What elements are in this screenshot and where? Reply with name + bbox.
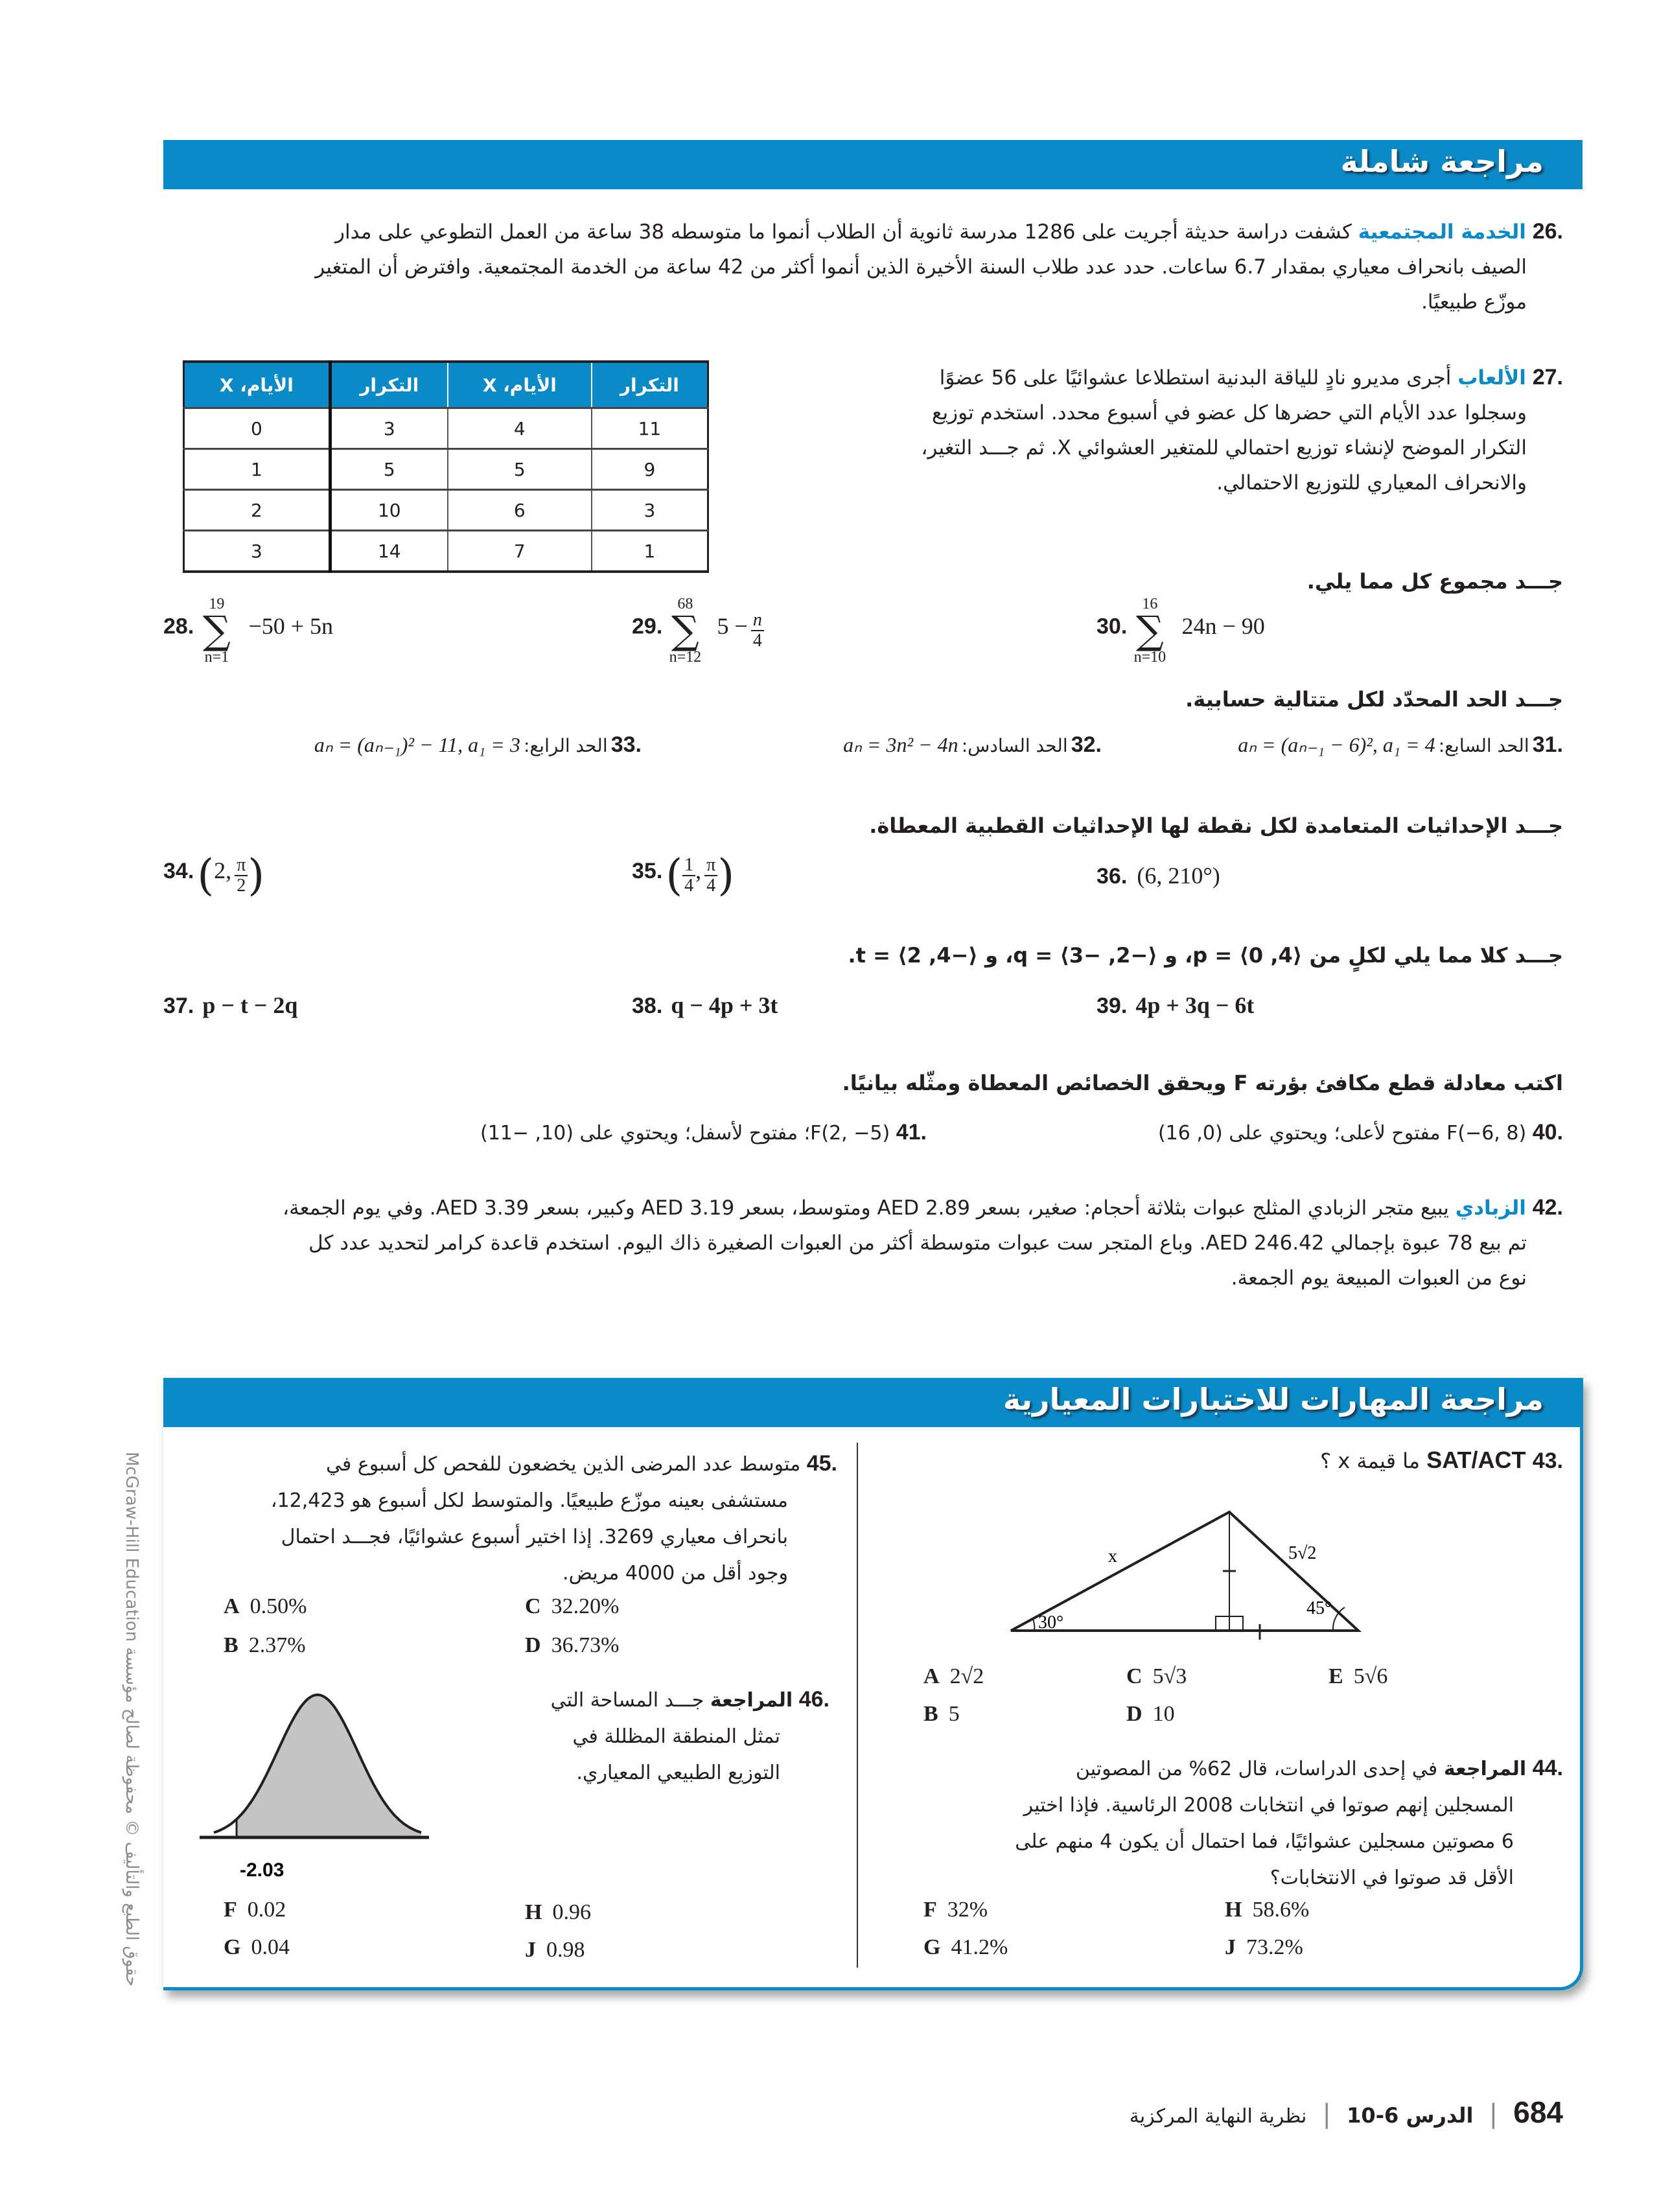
- sum-expression: 24n − 90: [1181, 612, 1265, 639]
- copyright-text: حقوق الطبع والتأليف © محفوظة لصالح مؤسسة McGraw-Hill Education: [122, 1452, 141, 1987]
- choice-value: 0.50%: [249, 1594, 307, 1618]
- table-cell: 10: [330, 490, 448, 531]
- exercise-number: .41: [896, 1120, 927, 1145]
- table-cell: 0: [184, 408, 331, 449]
- answer-choice-h[interactable]: [525, 1900, 591, 1925]
- table-header-row: [184, 362, 708, 408]
- choice-letter: B: [923, 1702, 938, 1726]
- choice-value: 73.2%: [1246, 1935, 1303, 1959]
- answer-choice-d[interactable]: [1126, 1702, 1175, 1727]
- sum-lower-limit: n=10: [1133, 649, 1166, 666]
- instruction-heading: جـــد الإحداثيات المتعامدة لكل نقطة لها الإحداثيات القطبية المعطاة.: [869, 813, 1563, 838]
- exercise-33: [314, 732, 642, 758]
- frequency-table: [183, 360, 709, 573]
- answer-choice-a[interactable]: [923, 1664, 984, 1689]
- table-header: الأيام، X: [184, 362, 331, 408]
- question-text-line: تم بيع 78 عبوة بإجمالي AED 246.42. وباع المتجر ست عبوات متوسطة أكثر من العبوات الصغيرة ذاك اليوم. استخدم قاعدة كرامر لتحديد عدد كل: [308, 1231, 1527, 1255]
- numerator: n: [751, 611, 764, 631]
- table-cell: 6: [448, 490, 592, 531]
- sum-expression: 5 −: [717, 612, 748, 639]
- question-text-line: موزّع طبيعيًا.: [1421, 290, 1527, 314]
- sum-upper-limit: 19: [209, 596, 225, 612]
- recurrence-expression: aₙ = (aₙ₋₁)² − 11, a₁ = 3: [314, 733, 520, 756]
- term-label: الحد الرابع:: [523, 735, 608, 756]
- polar-coordinate: (6, 210°): [1137, 863, 1220, 889]
- denominator: 4: [752, 631, 762, 651]
- answer-choice-d[interactable]: [525, 1633, 619, 1658]
- exercise-31: [1238, 732, 1563, 758]
- numerator: 1: [682, 856, 695, 876]
- side-label-right: 5√2: [1288, 1543, 1317, 1563]
- comma: ,: [695, 857, 702, 883]
- parabola-properties: F(2, −5)؛ مفتوح لأسفل؛ ويحتوي على (10, −11): [480, 1122, 890, 1145]
- right-angle-marker: [1229, 1616, 1243, 1631]
- numerator: π: [235, 856, 248, 876]
- answer-choice-j[interactable]: [525, 1938, 585, 1962]
- table-cell: 3: [330, 408, 448, 449]
- question-text-line: في إحدى الدراسات، قال 62% من المصوتين: [1075, 1758, 1438, 1780]
- question-text-line: وسجلوا عدد الأيام التي حضرها كل عضو في أسبوع محدد. استخدم توزيع: [931, 401, 1527, 425]
- question-number: .26: [1532, 219, 1563, 244]
- sum-expression: −50 + 5n: [248, 612, 334, 639]
- choice-value: 32%: [947, 1898, 988, 1922]
- answer-choice-e[interactable]: [1328, 1664, 1387, 1689]
- z-score-label: -2.03: [240, 1859, 284, 1881]
- question-44: [967, 1750, 1563, 1896]
- table-cell: 1: [184, 449, 331, 490]
- numerator: π: [704, 856, 717, 876]
- sum-upper-limit: 68: [677, 596, 693, 612]
- angle-label-left: 30°: [1038, 1612, 1064, 1633]
- exercise-39: [1096, 992, 1254, 1019]
- choice-letter: B: [224, 1633, 238, 1657]
- choice-letter: J: [1225, 1935, 1236, 1959]
- fraction: [751, 611, 764, 651]
- exercise-32: [843, 732, 1102, 758]
- summation-symbol: 68 ∑ n=12: [666, 596, 704, 665]
- instruction-heading: اكتب معادلة قطع مكافئ بؤرته F ويحقق الخصائص المعطاة ومثّله بيانيًا.: [842, 1071, 1563, 1095]
- parabola-properties: F(−6, 8) مفتوح لأعلى؛ ويحتوي على (0, 16): [1157, 1122, 1527, 1145]
- exercise-40: [1158, 1120, 1563, 1145]
- table-cell: 1: [592, 531, 708, 572]
- question-text-line: المسجلين إنهم صوتوا في انتخابات 2008 الرئاسية. فإذا اختير: [1023, 1794, 1514, 1817]
- choice-value: 5: [948, 1702, 960, 1726]
- answer-choice-c[interactable]: [1126, 1664, 1187, 1689]
- question-number: .46: [798, 1687, 830, 1712]
- summation-symbol: 19 ∑ n=1: [197, 596, 236, 665]
- question-43: [1320, 1447, 1563, 1474]
- term-label: الحد السابع:: [1438, 735, 1529, 756]
- exercise-41: [480, 1120, 927, 1145]
- summation-symbol: 16 ∑ n=10: [1130, 596, 1169, 665]
- question-text: ما قيمة x ؟: [1320, 1449, 1421, 1473]
- question-number: .45: [806, 1451, 837, 1476]
- question-text-line: التكرار الموضح لإنشاء توزيع احتمالي للمتغير العشوائي X. ثم جـــد التغير،: [921, 436, 1527, 460]
- polar-radius: 2,: [214, 857, 232, 883]
- choice-value: 5√3: [1152, 1664, 1187, 1688]
- answer-choice-f[interactable]: [224, 1898, 286, 1922]
- fraction: [235, 856, 248, 896]
- question-keyword: الزبادي: [1455, 1196, 1526, 1220]
- answer-choice-j[interactable]: [1225, 1935, 1303, 1960]
- exercise-28: [163, 596, 333, 665]
- table-cell: 5: [448, 449, 592, 490]
- table-header: التكرار: [330, 362, 448, 408]
- exercise-34: 34. (2, $\frac{\pi}{2}$ ): [163, 850, 265, 900]
- answer-choice-g[interactable]: [923, 1935, 1008, 1960]
- page-number: 684: [1513, 2095, 1563, 2129]
- exercise-29: [632, 596, 764, 665]
- fraction: [704, 856, 717, 896]
- normal-curve-diagram: [194, 1679, 441, 1892]
- choice-letter: F: [224, 1898, 237, 1922]
- right-angle-marker: [1216, 1616, 1229, 1631]
- question-text-line: مستشفى بعينه موزّع طبيعيًا. والمتوسط لكل أسبوع هو 12,423،: [270, 1489, 788, 1512]
- choice-value: 0.02: [247, 1898, 286, 1922]
- choice-letter: H: [1225, 1898, 1242, 1922]
- choice-letter: H: [525, 1900, 542, 1924]
- question-text-line: أجرى مديرو نادٍ للياقة البدنية استطلاعا عشوائيًا على 56 عضوًا: [939, 366, 1452, 390]
- sum-lower-limit: n=12: [669, 649, 702, 666]
- exercise-number: 37.: [163, 994, 194, 1018]
- question-number: .27: [1532, 365, 1563, 390]
- recurrence-expression: aₙ = (aₙ₋₁ − 6)², a₁ = 4: [1238, 733, 1435, 756]
- table-row: [184, 531, 708, 572]
- angle-arc: [1333, 1607, 1345, 1631]
- table-cell: 3: [184, 531, 331, 572]
- question-number: .44: [1532, 1756, 1563, 1780]
- question-tag: SAT/ACT: [1426, 1447, 1526, 1473]
- question-keyword: المراجعة: [1443, 1758, 1527, 1780]
- exercise-38: [632, 992, 778, 1019]
- answer-choice-c[interactable]: [525, 1594, 619, 1619]
- denominator: 2: [237, 875, 246, 896]
- exercise-number: 34.: [163, 859, 194, 883]
- exercise-number: .32: [1071, 732, 1102, 757]
- triangle-diagram: [992, 1484, 1380, 1640]
- question-keyword: الألعاب: [1457, 366, 1526, 390]
- choice-value: 0.96: [552, 1900, 591, 1924]
- denominator: 4: [684, 875, 694, 896]
- answer-choice-a[interactable]: [224, 1594, 307, 1619]
- question-text-line: وجود أقل من 4000 مريض.: [563, 1562, 788, 1585]
- choice-letter: C: [1126, 1664, 1143, 1688]
- angle-label-right: 45°: [1306, 1598, 1332, 1618]
- question-46: [493, 1681, 830, 1791]
- choice-letter: E: [1328, 1664, 1343, 1688]
- answer-choice-g[interactable]: [224, 1935, 290, 1960]
- choice-letter: D: [525, 1633, 541, 1657]
- section-banner-review: [163, 140, 1583, 189]
- choice-letter: D: [1126, 1702, 1143, 1726]
- choice-letter: A: [224, 1594, 240, 1618]
- question-text-line: التوزيع الطبيعي المعياري.: [576, 1762, 780, 1784]
- choice-value: 0.04: [251, 1935, 290, 1959]
- sum-upper-limit: 16: [1142, 596, 1158, 612]
- question-text-line: بانحراف معياري 3269. إذا اختير أسبوع عشوائيًا، فجـــد احتمال: [281, 1526, 788, 1548]
- choice-letter: G: [224, 1935, 241, 1959]
- question-26: [150, 214, 1563, 320]
- exercise-number: 29.: [632, 614, 663, 639]
- choice-value: 5√6: [1353, 1664, 1388, 1688]
- question-text-line: نوع من العبوات المبيعة يوم الجمعة.: [1231, 1266, 1527, 1290]
- denominator: 4: [706, 875, 716, 896]
- exercise-number: .40: [1532, 1120, 1563, 1145]
- section-title: مراجعة المهارات للاختبارات المعيارية: [1003, 1382, 1544, 1417]
- fraction: [682, 856, 695, 896]
- question-text-line: كشفت دراسة حديثة أجريت على 1286 مدرسة ثانوية أن الطلاب أنموا ما متوسطه 38 ساعة من العمل التطوعي على مدار: [335, 220, 1352, 244]
- exercise-35: 35. ( $\frac{1}{4}$ , $\frac{\pi}{4}$ ): [632, 850, 735, 900]
- table-cell: 3: [592, 490, 708, 531]
- table-cell: 14: [330, 531, 448, 572]
- choice-value: 0.98: [546, 1938, 585, 1962]
- table-cell: 11: [592, 408, 708, 449]
- question-27: [811, 360, 1563, 500]
- question-keyword: الخدمة المجتمعية: [1358, 220, 1526, 244]
- choice-value: 2.37%: [248, 1633, 306, 1657]
- exercise-30: [1096, 596, 1265, 665]
- exercise-number: 28.: [163, 614, 194, 639]
- vector-expression: 4p + 3q − 6t: [1135, 992, 1255, 1018]
- table-cell: 5: [330, 449, 448, 490]
- vector-expression: p − t − 2q: [202, 992, 298, 1018]
- exercise-number: 30.: [1096, 614, 1128, 639]
- instruction-heading: جـــد مجموع كل مما يلي.: [1306, 569, 1563, 594]
- vector-expression: q − 4p + 3t: [671, 992, 778, 1018]
- question-42: [137, 1190, 1563, 1296]
- table-row: [184, 490, 708, 531]
- answer-choice-b[interactable]: [923, 1702, 960, 1727]
- section-banner-test: [163, 1378, 1583, 1427]
- table-cell: 7: [448, 531, 592, 572]
- footer-separator: |: [1489, 2099, 1498, 2129]
- choice-value: 58.6%: [1252, 1898, 1310, 1922]
- choice-letter: F: [923, 1898, 937, 1922]
- instruction-heading: جـــد كلا مما يلي لكلٍ من ⟨4, 0⟩ = p، و ⟨−2, −3⟩ = q، و ⟨−4, 2⟩ = t.: [848, 943, 1563, 968]
- choice-value: 41.2%: [951, 1935, 1008, 1959]
- copyright-credit: [118, 1452, 141, 2100]
- exercise-37: [163, 992, 297, 1019]
- table-row: [184, 449, 708, 490]
- answer-choice-f[interactable]: [923, 1898, 988, 1922]
- question-text-line: الصيف بانحراف معياري بمقدار 6.7 ساعات. حدد عدد طلاب السنة الأخيرة الذين أنموا أكثر من 42 ساعة من الخدمة المجتمعية. وافترض أن المتغير: [315, 255, 1527, 279]
- choice-value: 2√2: [949, 1664, 984, 1688]
- question-text-line: تمثل المنطقة المظللة في: [572, 1725, 780, 1748]
- table-header: الأيام، X: [448, 362, 592, 408]
- question-keyword: المراجعة: [710, 1689, 793, 1712]
- footer-separator: |: [1322, 2099, 1331, 2129]
- choice-value: 36.73%: [551, 1633, 620, 1657]
- answer-choice-b[interactable]: [224, 1633, 306, 1658]
- choice-value: 10: [1152, 1702, 1175, 1726]
- question-number: .42: [1532, 1195, 1563, 1220]
- exercise-number: .33: [610, 732, 642, 757]
- answer-choice-h[interactable]: [1225, 1898, 1309, 1922]
- exercise-number: 39.: [1096, 994, 1128, 1018]
- section-title: مراجعة شاملة: [1340, 144, 1544, 179]
- question-text-line: الأقل قد صوتوا في الانتخابات؟: [1270, 1867, 1514, 1889]
- question-text-line: يبيع متجر الزبادي المثلج عبوات بثلاثة أحجام: صغير، بسعر AED 2.89 ومتوسط، بسعر AED 3.19 وكبير، بسعر AED 3.39. وفي يوم الجمعة،: [283, 1196, 1449, 1220]
- choice-value: 32.20%: [551, 1594, 620, 1618]
- exercise-number: .31: [1532, 732, 1563, 757]
- exercise-number: 38.: [632, 994, 663, 1018]
- table-header: التكرار: [592, 362, 708, 408]
- question-text-line: متوسط عدد المرضى الذين يخضعون للفحص كل أسبوع في: [326, 1453, 801, 1476]
- angle-arc: [1032, 1618, 1034, 1631]
- choice-letter: G: [923, 1935, 941, 1959]
- question-number: .43: [1532, 1449, 1563, 1473]
- table-cell: 9: [592, 449, 708, 490]
- question-45: [215, 1445, 837, 1592]
- choice-letter: A: [923, 1664, 940, 1688]
- table-cell: 4: [448, 408, 592, 449]
- choice-letter: C: [525, 1594, 541, 1618]
- choice-letter: J: [525, 1938, 536, 1962]
- table-cell: 2: [184, 490, 331, 531]
- term-label: الحد السادس:: [961, 735, 1068, 756]
- side-label-x: x: [1108, 1546, 1117, 1566]
- exercise-36: [1096, 862, 1220, 889]
- question-text-line: جـــد المساحة التي: [550, 1689, 704, 1712]
- column-divider: [857, 1443, 858, 1968]
- exercise-number: 36.: [1096, 864, 1128, 889]
- sum-lower-limit: n=1: [204, 649, 229, 666]
- page-footer: [1130, 2095, 1563, 2130]
- lesson-number: الدرس 6-10: [1347, 2103, 1474, 2128]
- sequence-expression: aₙ = 3n² − 4n: [843, 733, 958, 756]
- exercise-number: 35.: [632, 859, 663, 883]
- question-text-line: 6 مصوتين مسجلين عشوائيًا، فما احتمال أن يكون 4 منهم على: [1015, 1830, 1514, 1853]
- instruction-heading: جـــد الحد المحدّد لكل متتالية حسابية.: [1185, 687, 1563, 712]
- question-text-line: والانحراف المعياري للتوزيع الاحتمالي.: [1216, 471, 1527, 495]
- lesson-title: نظرية النهاية المركزية: [1129, 2105, 1307, 2128]
- table-row: [184, 408, 708, 449]
